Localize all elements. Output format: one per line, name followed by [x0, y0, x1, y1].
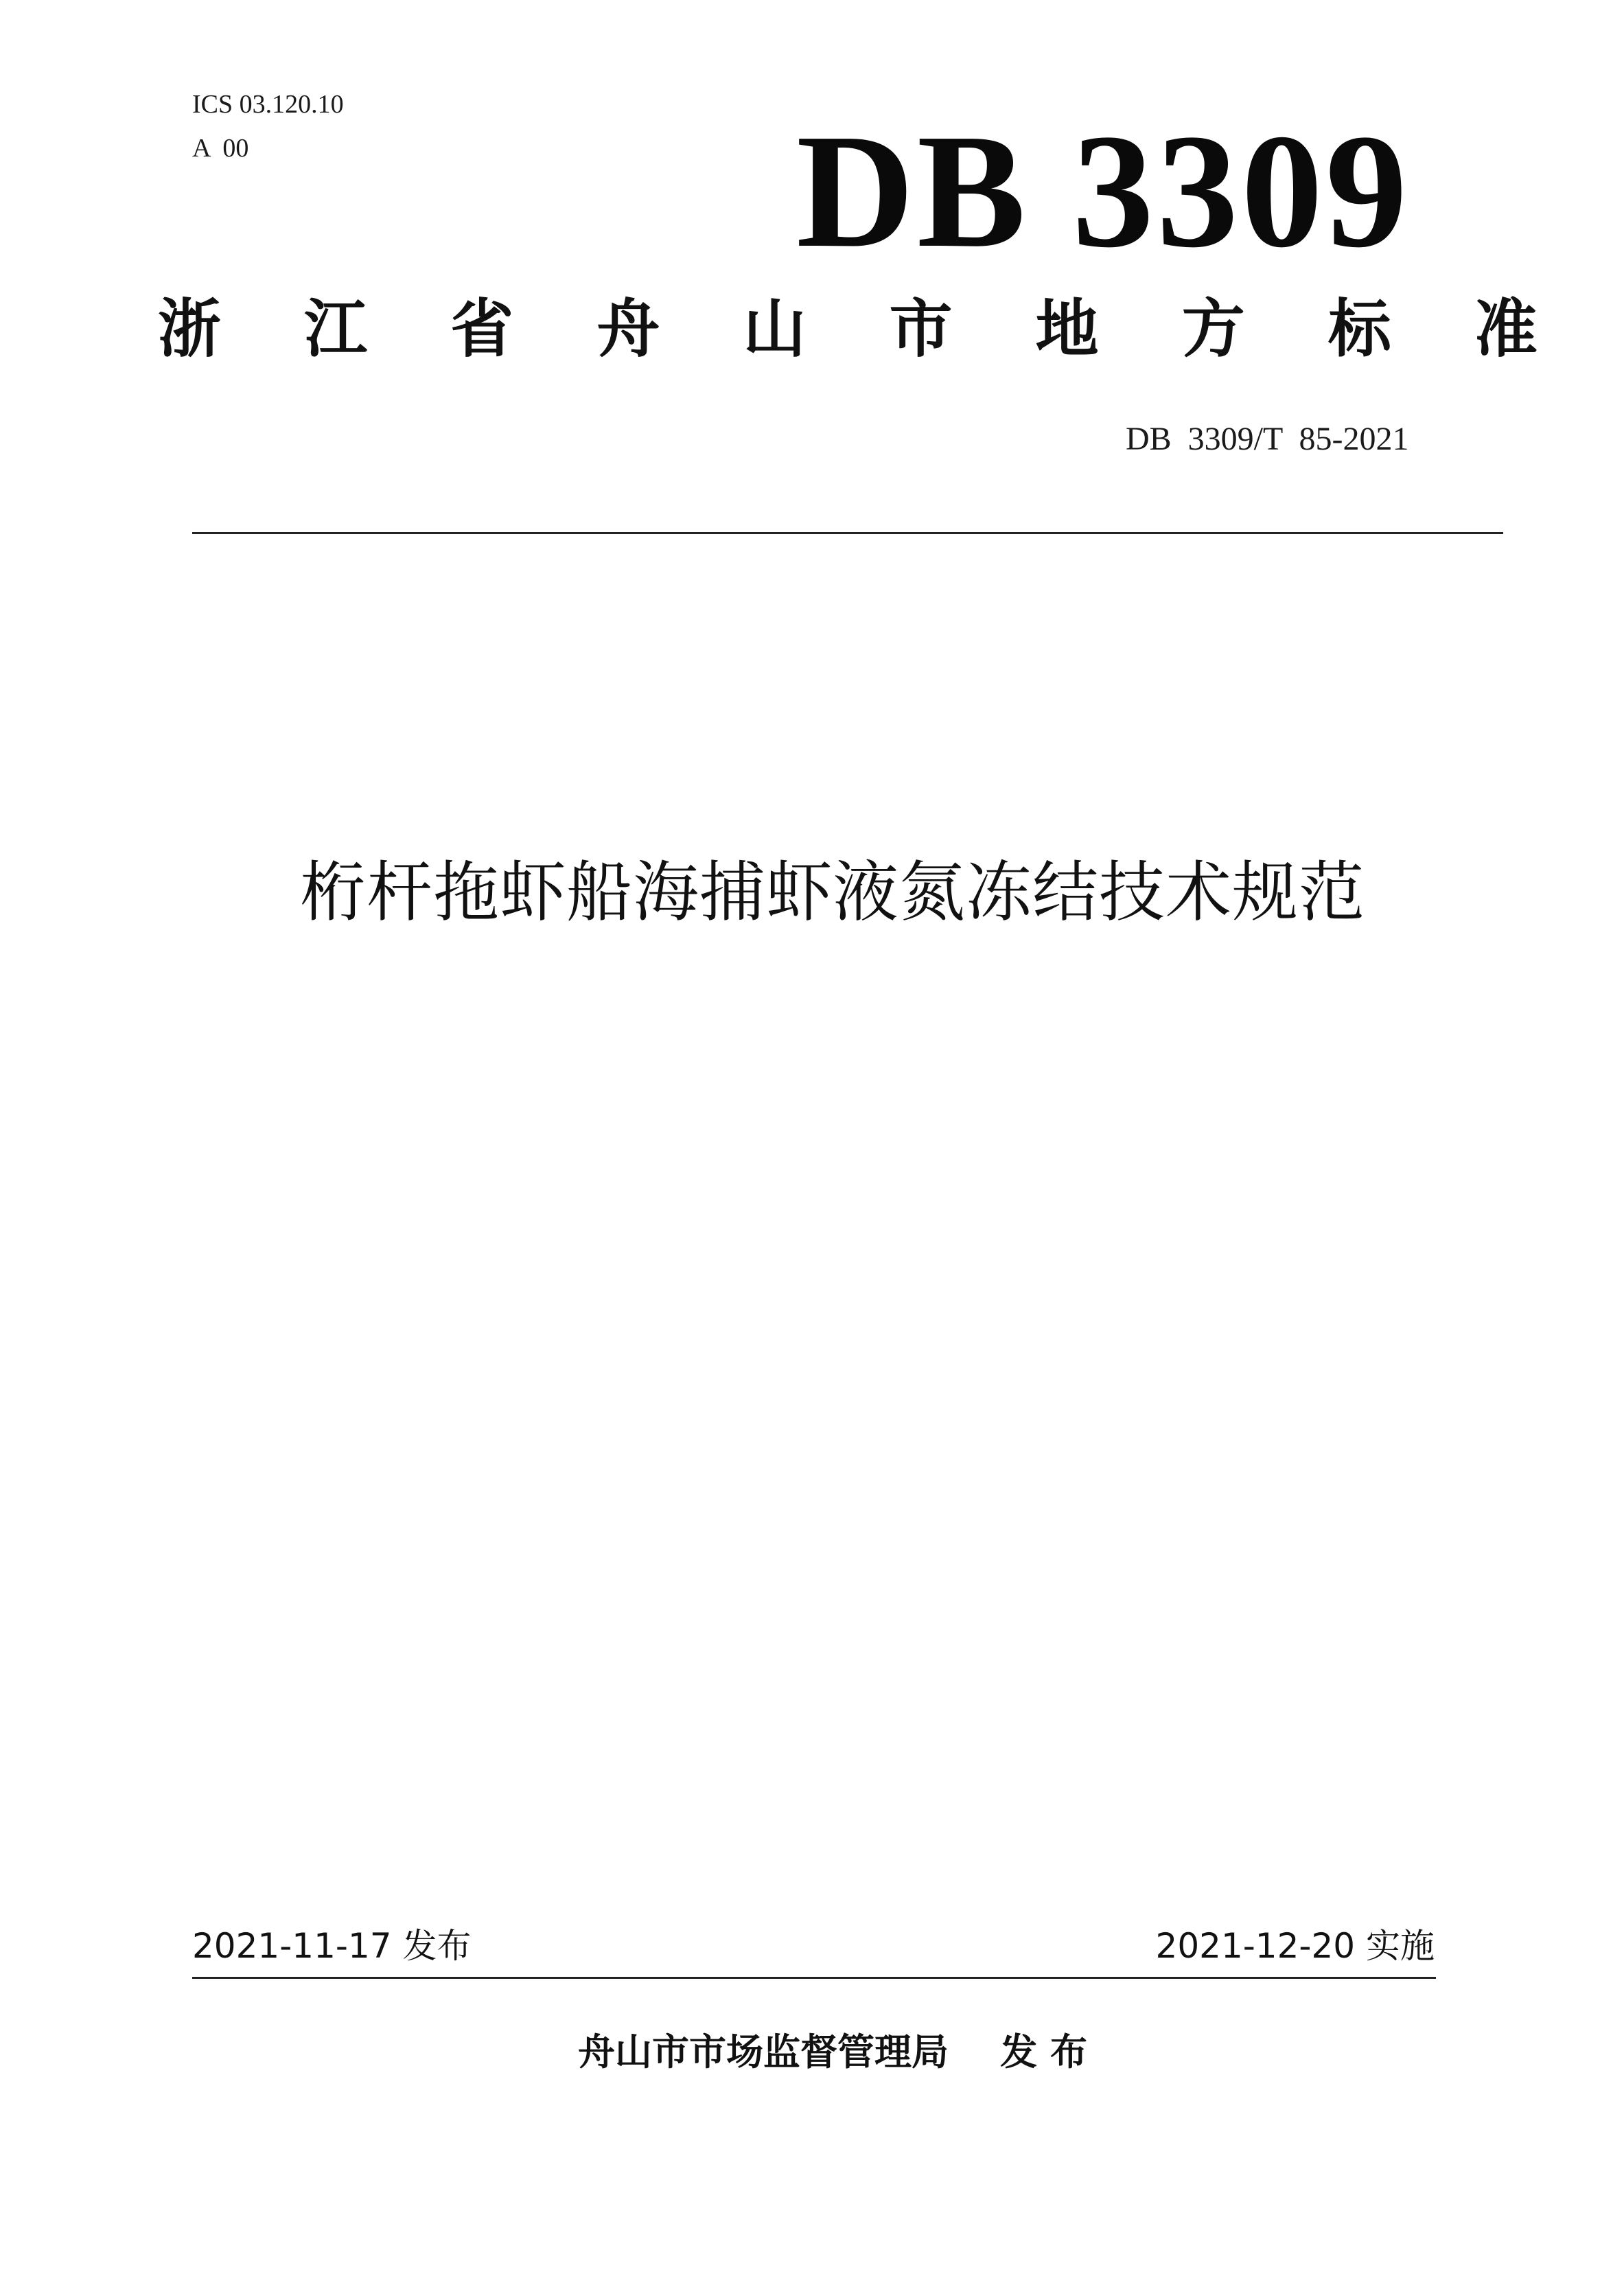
- issue-date: 2021-11-17 发布: [192, 1926, 472, 1966]
- standard-type-char: 标: [1327, 292, 1391, 366]
- standard-type-title: [158, 292, 1538, 367]
- header-divider: [192, 532, 1503, 534]
- standard-type-char: 地: [1035, 292, 1099, 366]
- effective-date: 2021-12-20 实施: [1155, 1926, 1435, 1966]
- date-row: [192, 1922, 1435, 1970]
- standard-type-char: 方: [1181, 292, 1245, 366]
- ccs-code: A 00: [192, 134, 249, 163]
- footer-divider: [192, 1977, 1436, 1979]
- standard-type-char: 浙: [158, 292, 222, 366]
- ics-code: ICS 03.120.10: [192, 90, 344, 119]
- standard-type-char: 准: [1474, 292, 1538, 366]
- classification-codes: [192, 82, 344, 170]
- standard-number: DB 3309/T 85-2021: [1126, 421, 1409, 457]
- standard-type-char: 市: [889, 292, 953, 366]
- standard-type-char: 舟: [596, 292, 660, 366]
- document-title: 桁杆拖虾船海捕虾液氮冻结技术规范: [300, 854, 1365, 931]
- standard-prefix: DB 3309: [796, 101, 1411, 281]
- standard-type-char: 省: [450, 292, 514, 366]
- standard-type-char: 山: [743, 292, 807, 366]
- standard-type-char: 江: [304, 292, 368, 366]
- publisher: 舟山市市场监督管理局 发 布: [578, 2030, 1087, 2074]
